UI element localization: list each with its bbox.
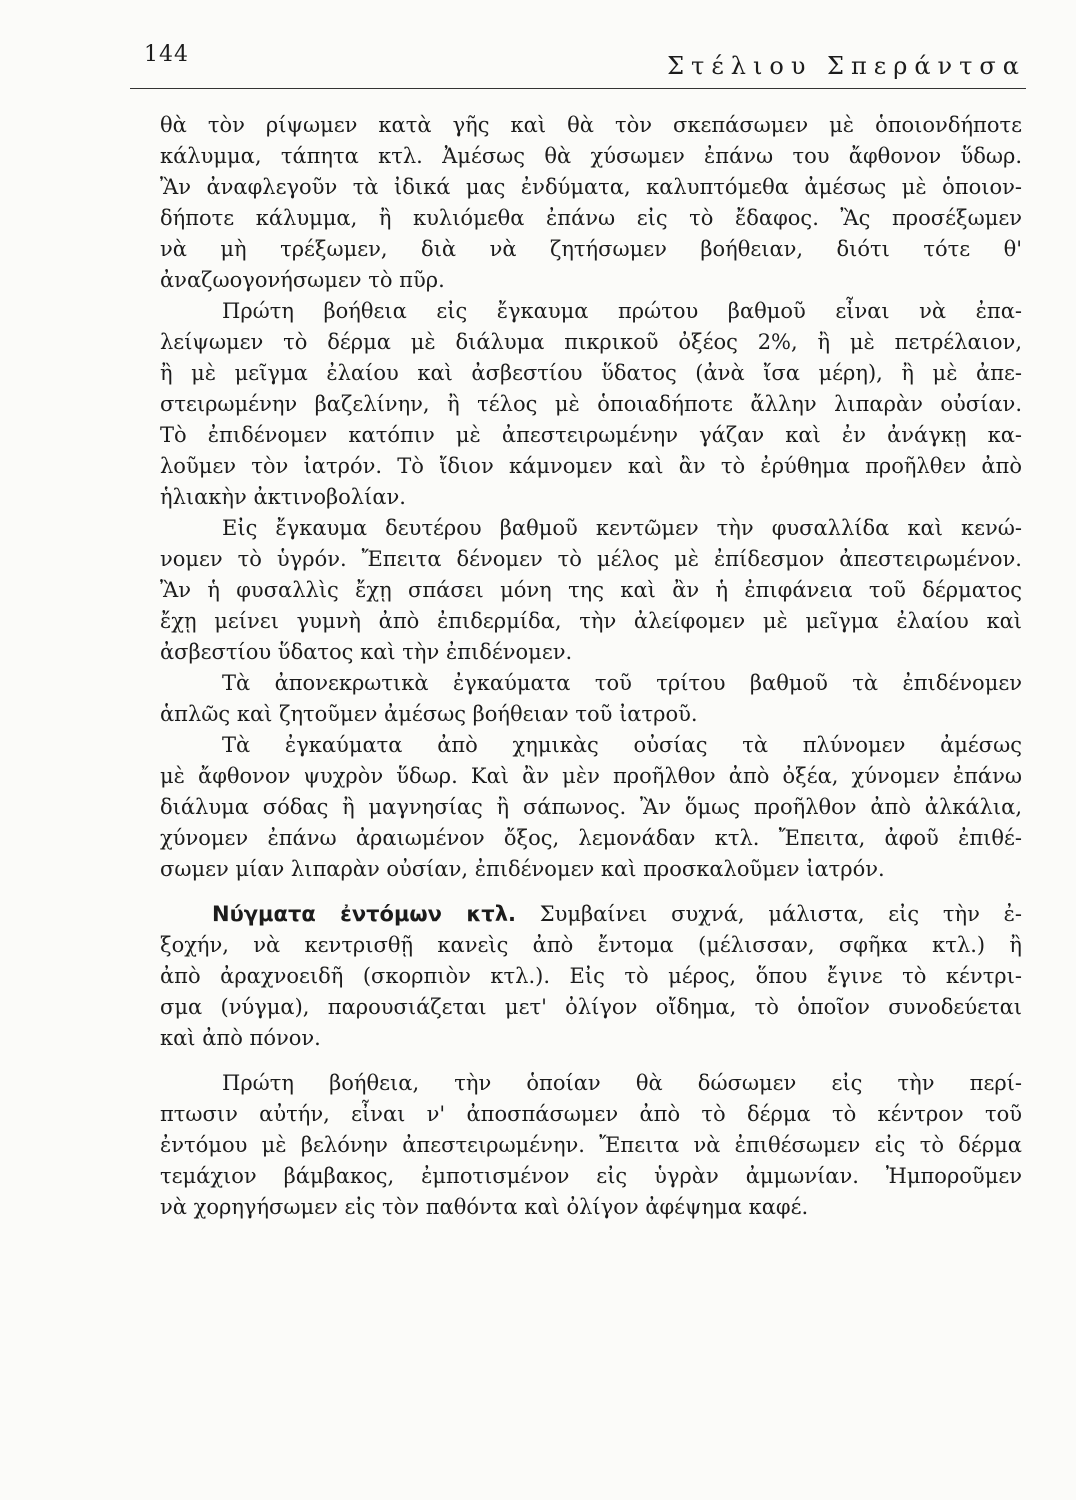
text-line: Εἰς ἔγκαυμα δευτέρου βαθμοῦ κεντῶμεν τὴν φυσαλλίδα καὶ κενώ-: [222, 516, 1022, 540]
text-line: ἐντόμου μὲ βελόνην ἀπεστειρωμένην. Ἔπειτα νὰ ἐπιθέσωμεν εἰς τὸ δέρμα: [160, 1133, 1022, 1157]
text-line: ἔχῃ μείνει γυμνὴ ἀπὸ ἐπιδερμίδα, τὴν ἀλείφομεν μὲ μεῖγμα ἐλαίου καὶ: [160, 609, 1022, 633]
text-line: Τὰ ἀπονεκρωτικὰ ἐγκαύματα τοῦ τρίτου βαθμοῦ τὰ ἐπιδένομεν: [222, 671, 1022, 695]
text-line: νομεν τὸ ὑγρόν. Ἔπειτα δένομεν τὸ μέλος μὲ ἐπίδεσμον ἀπεστειρωμένον.: [160, 547, 1022, 571]
paragraph-6: [160, 899, 1022, 1054]
section-gap: [160, 885, 1022, 899]
paragraph-5: [160, 730, 1022, 885]
text-line: νὰ χορηγήσωμεν εἰς τὸν παθόντα καὶ ὀλίγον ἀφέψημα καφέ.: [160, 1195, 809, 1219]
text-line: θὰ τὸν ρίψωμεν κατὰ γῆς καὶ θὰ τὸν σκεπάσωμεν μὲ ὁποιονδήποτε: [160, 113, 1022, 137]
text-line: λείψωμεν τὸ δέρμα μὲ διάλυμα πικρικοῦ ὀξέος 2%, ἢ μὲ πετρέλαιον,: [160, 330, 1022, 354]
text-line: ξοχήν, νὰ κεντρισθῇ κανεὶς ἀπὸ ἔντομα (μέλισσαν, σφῆκα κτλ.) ἢ: [160, 933, 1022, 957]
paragraph-1: [160, 110, 1022, 296]
text-line: πτωσιν αὐτήν, εἶναι ν' ἀποσπάσωμεν ἀπὸ τὸ δέρμα τὸ κέντρον τοῦ: [160, 1102, 1022, 1126]
text-line: διάλυμα σόδας ἢ μαγνησίας ἢ σάπωνος. Ἂν ὅμως προῆλθον ἀπὸ ἀλκάλια,: [160, 795, 1022, 819]
section-heading: Νύγματα ἐντόμων κτλ.: [212, 902, 516, 926]
text-line: τεμάχιον βάμβακος, ἐμποτισμένον εἰς ὑγρὰν ἀμμωνίαν. Ἠμποροῦμεν: [160, 1164, 1022, 1188]
text-run: Συμβαίνει συχνά, μάλιστα, εἰς τὴν ἐ-: [539, 902, 1022, 926]
text-line: χύνομεν ἐπάνω ἀραιωμένον ὄξος, λεμονάδαν κτλ. Ἔπειτα, ἀφοῦ ἐπιθέ-: [160, 826, 1022, 850]
paragraph-2: [160, 296, 1022, 513]
paragraph-3: [160, 513, 1022, 668]
text-line: Πρώτη βοήθεια εἰς ἔγκαυμα πρώτου βαθμοῦ εἶναι νὰ ἐπα-: [222, 299, 1022, 323]
text-line: Ἂν ἀναφλεγοῦν τὰ ἰδικά μας ἐνδύματα, καλυπτόμεθα ἀμέσως μὲ ὁποιον-: [160, 175, 1022, 199]
text-line: δήποτε κάλυμμα, ἢ κυλιόμεθα ἐπάνω εἰς τὸ ἔδαφος. Ἂς προσέξωμεν: [160, 206, 1022, 230]
text-line: ἢ μὲ μεῖγμα ἐλαίου καὶ ἀσβεστίου ὕδατος (ἀνὰ ἴσα μέρη), ἢ μὲ ἀπε-: [160, 361, 1022, 385]
text-line: νὰ μὴ τρέξωμεν, διὰ νὰ ζητήσωμεν βοήθειαν, διότι τότε θ': [160, 237, 1022, 261]
page-number: 144: [144, 42, 189, 67]
text-line: ἡλιακὴν ἀκτινοβολίαν.: [160, 485, 406, 509]
text-line: ἀσβεστίου ὕδατος καὶ τὴν ἐπιδένομεν.: [160, 640, 573, 664]
page-body: [160, 110, 1022, 1223]
text-line: μὲ ἄφθονον ψυχρὸν ὕδωρ. Καὶ ἂν μὲν προῆλθον ἀπὸ ὀξέα, χύνομεν ἐπάνω: [160, 764, 1022, 788]
text-line: Πρώτη βοήθεια, τὴν ὁποίαν θὰ δώσωμεν εἰς τὴν περί-: [222, 1071, 1022, 1095]
text-line: [160, 899, 1022, 930]
text-line: Τὰ ἐγκαύματα ἀπὸ χημικὰς οὐσίας τὰ πλύνομεν ἀμέσως: [222, 733, 1022, 757]
text-line: ἀπὸ ἀραχνοειδῆ (σκορπιὸν κτλ.). Εἰς τὸ μέρος, ὅπου ἔγινε τὸ κέντρι-: [160, 964, 1022, 988]
text-line: ἁπλῶς καὶ ζητοῦμεν ἀμέσως βοήθειαν τοῦ ἰατροῦ.: [160, 702, 698, 726]
text-line: στειρωμένην βαζελίνην, ἢ τέλος μὲ ὁποιαδήποτε ἄλλην λιπαρὰν οὐσίαν.: [160, 392, 1022, 416]
text-line: λοῦμεν τὸν ἰατρόν. Τὸ ἴδιον κάμνομεν καὶ ἂν τὸ ἐρύθημα προῆλθεν ἀπὸ: [160, 454, 1022, 478]
paragraph-7: [160, 1068, 1022, 1223]
text-line: Ἂν ἡ φυσαλλὶς ἔχῃ σπάσει μόνη της καὶ ἂν ἡ ἐπιφάνεια τοῦ δέρματος: [160, 578, 1022, 602]
text-line: ἀναζωογονήσωμεν τὸ πῦρ.: [160, 268, 445, 292]
text-line: σωμεν μίαν λιπαρὰν οὐσίαν, ἐπιδένομεν καὶ προσκαλοῦμεν ἰατρόν.: [160, 857, 885, 881]
text-line: σμα (νύγμα), παρουσιάζεται μετ' ὀλίγον οἴδημα, τὸ ὁποῖον συνοδεύεται: [160, 995, 1022, 1019]
text-line: Τὸ ἐπιδένομεν κατόπιν μὲ ἀπεστειρωμένην γάζαν καὶ ἐν ἀνάγκῃ κα-: [160, 423, 1022, 447]
running-title: Στέλιου Σπεράντσα: [667, 52, 1026, 80]
text-line: κάλυμμα, τάπητα κτλ. Ἀμέσως θὰ χύσωμεν ἐπάνω του ἄφθονον ὕδωρ.: [160, 144, 1022, 168]
paragraph-4: [160, 668, 1022, 730]
paragraph-gap: [160, 1054, 1022, 1068]
text-line: καὶ ἀπὸ πόνον.: [160, 1026, 321, 1050]
page-header: [130, 40, 1026, 88]
header-rule: [130, 88, 1026, 89]
